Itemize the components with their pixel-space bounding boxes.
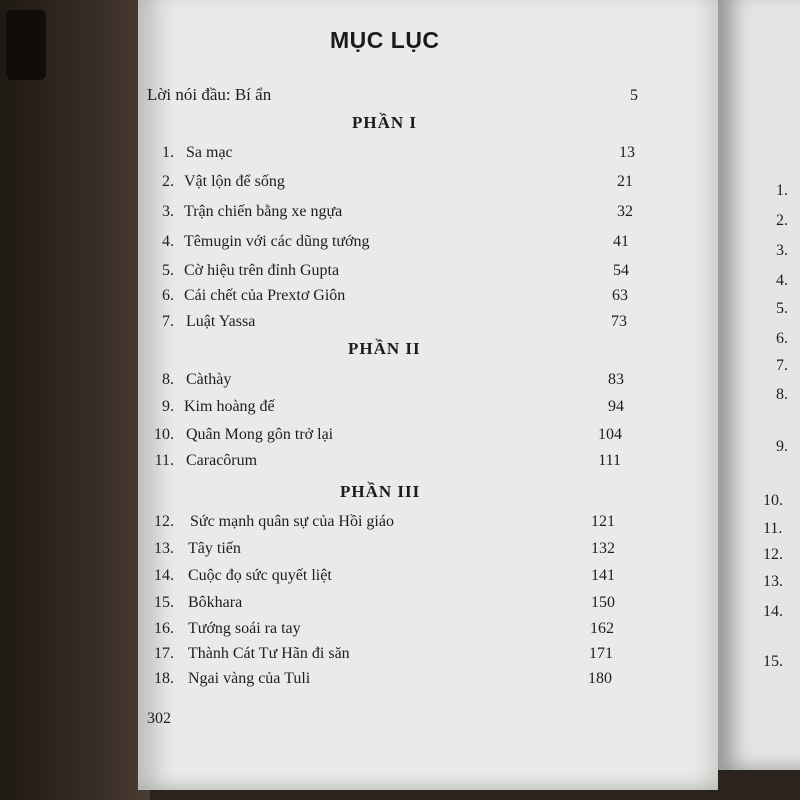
preface-label: Lời nói đầu: Bí ẩn (147, 85, 272, 104)
facing-page-number: 3. (776, 242, 788, 259)
toc-entry-title: Kim hoàng đế (184, 398, 275, 415)
facing-page-number: 15. (763, 653, 783, 670)
toc-entry-title: Cái chết của Prextơ Giôn (184, 287, 346, 304)
facing-page-number: 7. (776, 357, 788, 374)
preface-page-number: 5 (630, 87, 638, 104)
toc-entry (0, 398, 800, 420)
toc-entry-page: 162 (590, 620, 614, 637)
part-heading-1: PHẦN I (352, 113, 418, 132)
facing-page-number: 11. (763, 520, 783, 537)
facing-page-number: 12. (763, 546, 783, 563)
toc-entry (0, 233, 800, 255)
toc-entry-title: Càthày (186, 371, 232, 388)
toc-entry-number: 6. (162, 287, 174, 304)
toc-entry-number: 5. (162, 262, 174, 279)
toc-entry-number: 10. (154, 426, 174, 443)
toc-entry (0, 313, 800, 335)
facing-page-number: 14. (763, 603, 783, 620)
toc-entry-number: 14. (154, 567, 174, 584)
toc-entry-title: Cờ hiệu trên đỉnh Gupta (184, 262, 340, 279)
toc-entry-title: Luật Yassa (186, 313, 256, 330)
toc-entry-page: 32 (617, 203, 633, 220)
page-number: 302 (147, 710, 171, 727)
toc-entry-page: 63 (612, 287, 628, 304)
toc-entry-page: 180 (588, 670, 612, 687)
toc-entry-title: Vật lộn để sống (184, 173, 285, 190)
part-heading-3: PHẦN III (340, 482, 421, 501)
toc-entry-number: 8. (162, 371, 174, 388)
part-heading-2: PHẦN II (348, 339, 421, 358)
toc-entry-page: 150 (591, 594, 615, 611)
toc-entry-number: 4. (162, 233, 174, 250)
toc-entry-page: 121 (591, 513, 615, 530)
toc-entry-page: 73 (611, 313, 627, 330)
toc-entry-title: Ngai vàng của Tuli (188, 670, 311, 687)
toc-entry (0, 513, 800, 535)
toc-entry-title: Tướng soái ra tay (188, 620, 301, 637)
facing-page-number: 5. (776, 300, 788, 317)
toc-entry-number: 3. (162, 203, 174, 220)
facing-page-number: 8. (776, 386, 788, 403)
toc-entry (0, 262, 800, 284)
toc-entry (0, 426, 800, 448)
toc-entry (0, 540, 800, 562)
facing-page-number: 13. (763, 573, 783, 590)
toc-entry-page: 171 (589, 645, 613, 662)
page-title: MỤC LỤC (330, 27, 440, 53)
toc-entry-page: 41 (613, 233, 629, 250)
toc-entry-page: 141 (591, 567, 615, 584)
toc-entry (0, 620, 800, 642)
toc-entry (0, 371, 800, 393)
cover-emblem (6, 10, 46, 80)
toc-entry-number: 11. (154, 452, 174, 469)
toc-entry-number: 16. (154, 620, 174, 637)
toc-entry-page: 94 (608, 398, 624, 415)
toc-entry-title: Tây tiến (188, 540, 241, 557)
toc-entry-number: 2. (162, 173, 174, 190)
toc-entry-number: 1. (162, 144, 174, 161)
toc-entry (0, 144, 800, 166)
facing-page-number: 2. (776, 212, 788, 229)
toc-entry-number: 13. (154, 540, 174, 557)
toc-entry-title: Caracôrum (186, 452, 258, 469)
toc-entry-page: 13 (619, 144, 635, 161)
toc-entry-page: 54 (613, 262, 629, 279)
toc-entry-title: Sa mạc (186, 144, 233, 161)
toc-entry-number: 15. (154, 594, 174, 611)
toc-entry (0, 567, 800, 589)
toc-entry-title: Cuộc đọ sức quyết liệt (188, 567, 332, 584)
toc-entry-number: 7. (162, 313, 174, 330)
toc-entry-title: Trận chiến bằng xe ngựa (184, 203, 343, 220)
show-through-text (520, 8, 524, 25)
toc-entry-number: 17. (154, 645, 174, 662)
toc-entry-title: Quân Mong gôn trở lại (186, 426, 334, 443)
toc-entry-number: 18. (154, 670, 174, 687)
toc-entry-page: 21 (617, 173, 633, 190)
facing-page-number: 9. (776, 438, 788, 455)
toc-entry-number: 12. (154, 513, 174, 530)
toc-entry (0, 645, 800, 667)
toc-entry (0, 173, 800, 195)
toc-entry (0, 594, 800, 616)
toc-entry-title: Bôkhara (188, 594, 243, 611)
toc-entry-title: Sức mạnh quân sự của Hồi giáo (190, 513, 394, 530)
toc-entry-title: Thành Cát Tư Hãn đi săn (188, 645, 350, 662)
facing-page-number: 6. (776, 330, 788, 347)
toc-entry-page: 104 (598, 426, 622, 443)
toc-entry-title: Têmugin với các dũng tướng (184, 233, 370, 250)
facing-page-number: 4. (776, 272, 788, 289)
toc-entry (0, 287, 800, 309)
toc-entry-number: 9. (162, 398, 174, 415)
facing-page-number: 1. (776, 182, 788, 199)
toc-entry-page: 132 (591, 540, 615, 557)
toc-entry (0, 670, 800, 692)
toc-entry-page: 83 (608, 371, 624, 388)
toc-entry-page: 111 (598, 452, 621, 469)
toc-entry (0, 203, 800, 225)
toc-entry (0, 452, 800, 474)
facing-page-number: 10. (763, 492, 783, 509)
